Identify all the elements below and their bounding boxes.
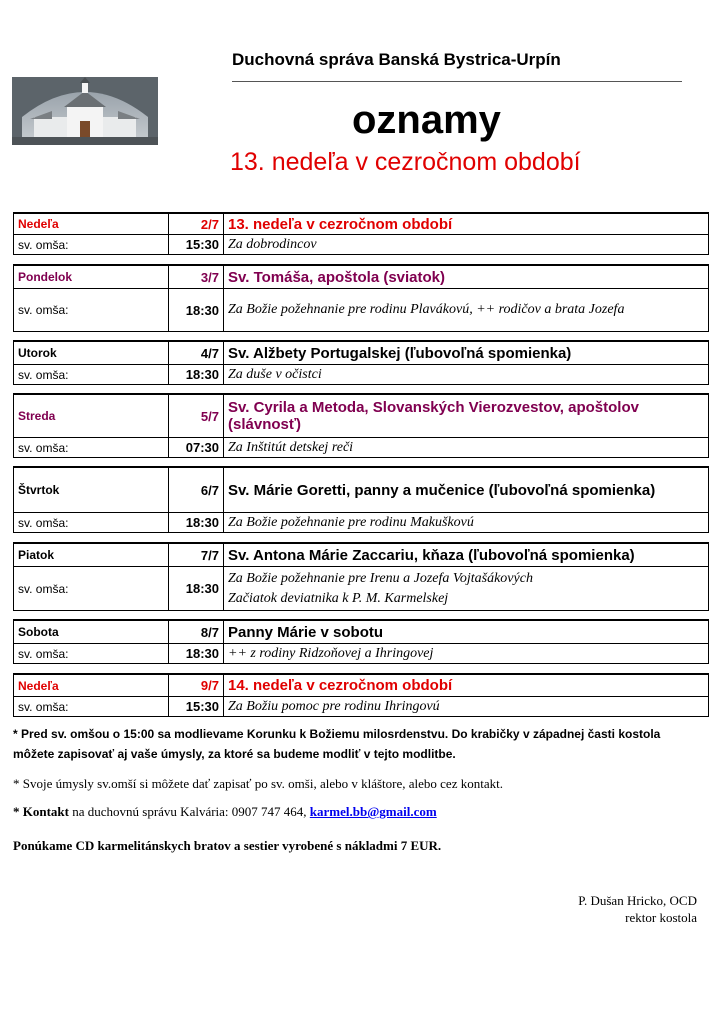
- day-block-wednesday: [13, 393, 709, 458]
- day-name: Nedeľa: [18, 217, 59, 231]
- day-block-thursday: [13, 466, 709, 533]
- mass-time: 15:30: [168, 697, 224, 716]
- feast-name: Sv. Tomáša, apoštola (sviatok): [228, 268, 446, 286]
- day-name: Streda: [18, 409, 56, 423]
- day-block-monday: [13, 264, 709, 332]
- feast-name: Panny Márie v sobotu: [228, 623, 384, 641]
- mass-intention: [224, 567, 708, 610]
- feast-name: Sv. Márie Goretti, panny a mučenice (ľubovoľná spomienka): [228, 481, 656, 499]
- day-date: 5/7: [168, 395, 224, 437]
- day-date: 6/7: [168, 468, 224, 512]
- note-cd-offer: Ponúkame CD karmelitánskych bratov a sestier vyrobené s nákladmi 7 EUR.: [13, 838, 442, 853]
- note-contact: [13, 804, 437, 820]
- note-rosary: * Pred sv. omšou o 15:00 sa modlievame Korunku k Božiemu milosrdenstvu. Do krabičky v západnej časti kostola môžete zapisovať aj vaše úmysly, za ktoré sa budeme modliť v tejto modlitbe.: [13, 727, 661, 761]
- header-divider: [232, 81, 682, 82]
- day-block-sunday: [13, 212, 709, 255]
- church-photo: [12, 77, 158, 145]
- mass-label: sv. omša:: [18, 237, 69, 252]
- day-name: Piatok: [18, 548, 55, 562]
- day-block-next-sunday: [13, 673, 709, 717]
- day-date: 9/7: [168, 675, 224, 696]
- signature-role: rektor kostola: [625, 910, 697, 925]
- feast-name: 13. nedeľa v cezročnom období: [228, 215, 453, 233]
- mass-intention: Za Inštitút detskej reči: [228, 439, 354, 455]
- mass-label: sv. omša:: [18, 646, 69, 661]
- day-date: 7/7: [168, 544, 224, 566]
- parish-name: Duchovná správa Banská Bystrica-Urpín: [232, 50, 561, 69]
- mass-time: 18:30: [168, 289, 224, 331]
- contact-label: * Kontakt: [13, 804, 69, 819]
- mass-intention: Za duše v očistci: [228, 366, 322, 382]
- mass-time: 18:30: [168, 365, 224, 384]
- day-block-friday: [13, 542, 709, 611]
- mass-time: 15:30: [168, 235, 224, 254]
- contact-text: na duchovnú správu Kalvária: 0907 747 464,: [68, 804, 310, 819]
- mass-intention: Za Božiu pomoc pre rodinu Ihringovú: [228, 698, 440, 714]
- mass-time: 18:30: [168, 567, 224, 610]
- page-title: oznamy: [352, 98, 501, 142]
- mass-time: 18:30: [168, 513, 224, 532]
- mass-intention: Za Božie požehnanie pre rodinu Makuškovú: [228, 514, 474, 530]
- day-date: 3/7: [168, 266, 224, 288]
- mass-label: sv. omša:: [18, 367, 69, 382]
- feast-name: 14. nedeľa v cezročnom období: [228, 677, 453, 694]
- signature: [578, 892, 697, 926]
- day-name: Pondelok: [18, 270, 73, 284]
- mass-label: sv. omša:: [18, 515, 69, 530]
- mass-intention: Za dobrodincov: [228, 236, 317, 252]
- note-intentions: * Svoje úmysly sv.omší si môžete dať zapisať po sv. omši, alebo v kláštore, alebo cez kontakt.: [13, 776, 503, 791]
- day-name: Utorok: [18, 346, 57, 360]
- day-name: Nedeľa: [18, 678, 59, 693]
- feast-name: Sv. Alžbety Portugalskej (ľubovoľná spomienka): [228, 344, 572, 362]
- mass-label: sv. omša:: [18, 303, 69, 317]
- mass-time: 07:30: [168, 438, 224, 457]
- intention-line-2: Začiatok deviatnika k P. M. Karmelskej: [228, 590, 449, 606]
- day-date: 2/7: [168, 214, 224, 234]
- day-block-tuesday: [13, 340, 709, 385]
- signature-name: P. Dušan Hricko, OCD: [578, 893, 697, 908]
- feast-name: Sv. Cyrila a Metoda, Slovanských Vierozvestov, apoštolov (slávnosť): [228, 399, 639, 433]
- contact-email-link[interactable]: karmel.bb@gmail.com: [309, 804, 437, 819]
- day-block-saturday: [13, 619, 709, 664]
- feast-name: Sv. Antona Márie Zaccariu, kňaza (ľubovoľná spomienka): [228, 546, 635, 564]
- day-name: Sobota: [18, 625, 59, 639]
- mass-label: sv. omša:: [18, 581, 69, 596]
- mass-label: sv. omša:: [18, 440, 69, 455]
- day-date: 4/7: [168, 342, 224, 364]
- day-name: Štvrtok: [18, 483, 60, 497]
- mass-time: 18:30: [168, 644, 224, 663]
- page-subtitle: 13. nedeľa v cezročnom období: [230, 148, 581, 176]
- mass-label: sv. omša:: [18, 699, 69, 714]
- mass-intention: Za Božie požehnanie pre rodinu Plavákovú, ++ rodičov a brata Jozefa: [228, 302, 625, 317]
- day-date: 8/7: [168, 621, 224, 643]
- intention-line-1: Za Božie požehnanie pre Irenu a Jozefa Vojtašákových: [228, 570, 533, 586]
- mass-intention: ++ z rodiny Ridzoňovej a Ihringovej: [228, 645, 434, 661]
